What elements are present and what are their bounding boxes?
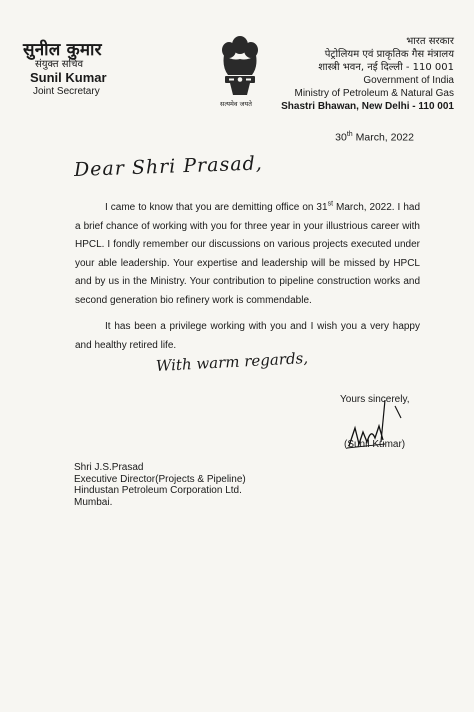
- body-paragraph-1: I came to know that you are demitting office on 31st March, 2022. I had a brief chance of working with you for three year in your illustrious career with HPCL. I fondly remember our discussions on various projects executed under your able leadership. Your expertise and leadership will be missed by HPCL and by us in the Ministry. Your contribution to pipeline construction works and second generation bio refinery work is commendable.: [75, 200, 420, 306]
- body-paragraph-2: It has been a privilege working with you and I wish you a very happy and healthy retired life.: [75, 321, 420, 351]
- handwritten-closing: With warm regards,: [155, 349, 309, 375]
- recipient-line-4: Mumbai.: [74, 496, 113, 508]
- letterhead-line-6: Shastri Bhawan, New Delhi - 110 001: [281, 101, 454, 112]
- letterhead-line-1: भारत सरकार: [406, 36, 454, 47]
- letterhead-line-3: शास्त्री भवन, नई दिल्ली - 110 001: [318, 62, 454, 73]
- letterhead-line-5: Ministry of Petroleum & Natural Gas: [294, 88, 454, 99]
- recipient-line-2: Executive Director(Projects & Pipeline): [74, 473, 246, 485]
- sender-name-hindi: सुनील कुमार: [23, 40, 102, 60]
- recipient-line-1: Shri J.S.Prasad: [74, 462, 144, 473]
- yours-sincerely: Yours sincerely,: [340, 394, 410, 405]
- sender-designation: Joint Secretary: [33, 86, 100, 97]
- signed-name: (Sunil Kumar): [344, 439, 406, 450]
- salutation: Dear Shri Prasad,: [73, 152, 264, 181]
- recipient-line-3: Hindustan Petroleum Corporation Ltd.: [74, 485, 242, 497]
- letter-date: 30th March, 2022: [335, 131, 414, 144]
- emblem-caption: सत्यमेव जयते: [220, 100, 252, 108]
- letterhead-line-2: पेट्रोलियम एवं प्राकृतिक गैस मंत्रालय: [324, 49, 454, 60]
- sender-designation-hindi: संयुक्त सचिव: [35, 59, 84, 70]
- recipient-address: [74, 462, 246, 508]
- ministry-letterhead: [264, 35, 454, 113]
- letterhead-line-4: Government of India: [363, 75, 454, 86]
- sender-name: Sunil Kumar: [30, 70, 107, 85]
